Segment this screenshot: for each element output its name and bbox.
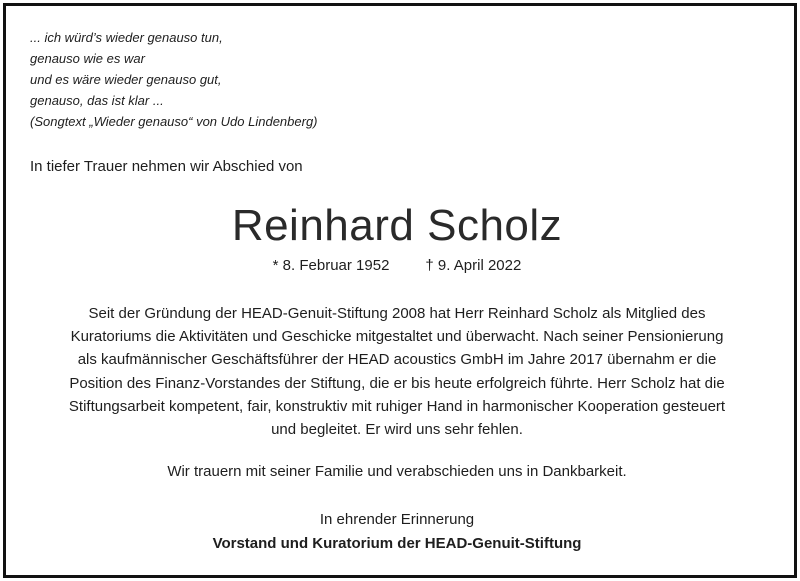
poem-line: ... ich würd’s wieder genauso tun, <box>30 30 223 45</box>
poem-line: genauso, das ist klar ... <box>30 93 164 108</box>
tribute-line: als kaufmännischer Geschäftsführer der HEAD acoustics GmbH im Jahre 2017 übernahm er die <box>77 351 717 369</box>
birth-date: * 8. Februar 1952 <box>272 257 390 274</box>
life-dates <box>0 256 794 276</box>
tribute-line: Kuratoriums die Aktivitäten und Geschicke mitgestaltet und überwacht. Nach seiner Pensionierung <box>70 328 724 346</box>
signature: Vorstand und Kuratorium der HEAD-Genuit-Stiftung <box>212 535 582 552</box>
poem-line: genauso wie es war <box>30 51 145 66</box>
tribute-line: Stiftungsarbeit kompetent, fair, konstruktiv mit ruhiger Hand in harmonischer Kooperation gesteuert <box>68 397 726 415</box>
poem-quote <box>30 27 318 132</box>
mourning-text: Wir trauern mit seiner Familie und verabschieden uns in Dankbarkeit. <box>167 463 627 480</box>
intro-text: In tiefer Trauer nehmen wir Abschied von <box>30 158 303 175</box>
deceased-name: Reinhard Scholz <box>231 201 563 250</box>
memory-text: In ehrender Erinnerung <box>319 511 475 528</box>
death-date: † 9. April 2022 <box>425 257 522 274</box>
poem-attribution: (Songtext „Wieder genauso“ von Udo Lindenberg) <box>30 114 318 129</box>
tribute-line: Seit der Gründung der HEAD-Genuit-Stiftung 2008 hat Herr Reinhard Scholz als Mitglied des <box>88 305 706 322</box>
poem-line: und es wäre wieder genauso gut, <box>30 72 222 87</box>
tribute-line: Position des Finanz-Vorstandes der Stiftung, die er bis heute erfolgreich führte. Herr Scholz hat die <box>69 374 725 392</box>
tribute-line: und begleitet. Er wird uns sehr fehlen. <box>271 421 523 439</box>
tribute-text <box>20 302 774 441</box>
